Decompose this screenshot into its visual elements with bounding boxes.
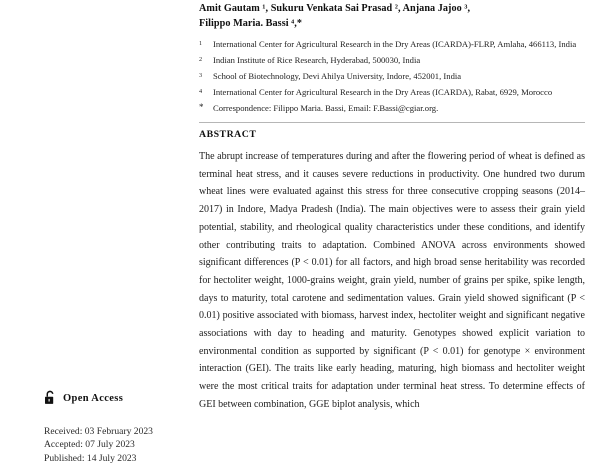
affiliation-text: International Center for Agricultural Research in the Dry Areas (ICARDA)-FLRP, Amlaha, 466113, India: [213, 39, 577, 50]
affiliation-item: [199, 54, 585, 66]
correspondence-text[interactable]: Correspondence: Filippo Maria. Bassi, Email: F.Bassi@cgiar.org.: [213, 102, 439, 113]
date-published: Published: 14 July 2023: [44, 452, 137, 464]
open-padlock-icon: [44, 391, 56, 405]
article-content: [199, 0, 585, 414]
date-received: Received: 03 February 2023: [44, 426, 153, 437]
affiliation-list: [199, 38, 585, 114]
author-line-2: Filippo Maria. Bassi ⁴,*: [199, 18, 303, 30]
sidebar-bottom-block: [44, 391, 194, 465]
open-access-badge: [44, 391, 194, 405]
affiliation-text: Indian Institute of Rice Research, Hyderabad, 500030, India: [213, 55, 421, 66]
author-line-1: Amit Gautam ¹, Sukuru Venkata Sai Prasad ², Anjana Jajoo ³,: [199, 3, 471, 14]
publication-dates: [44, 425, 194, 465]
date-accepted: Accepted: 07 July 2023: [44, 439, 135, 451]
affiliation-item: [199, 70, 585, 82]
abstract-heading: ABSTRACT: [199, 129, 257, 140]
abstract-divider: [199, 122, 585, 123]
affiliation-marker: 4: [199, 87, 203, 95]
author-list: [199, 0, 585, 31]
affiliation-text: International Center for Agricultural Research in the Dry Areas (ICARDA), Rabat, 6929, Morocco: [213, 86, 553, 97]
correspondence-marker: *: [199, 101, 204, 112]
affiliation-item: [199, 86, 585, 98]
sidebar: [0, 0, 190, 464]
affiliation-marker: 3: [199, 72, 203, 79]
abstract-body: The abrupt increase of temperatures during and after the flowering period of wheat is defined as terminal heat stress, and it causes severe reductions in productivity. One hundred two durum wheat lines were evaluated against this stress for three consecutive cropping seasons (2014–2017) in Indore, Madya Pradesh (India). The main objectives were to assess their grain yield potential, stability, and rheological quality characteristics under these conditions, and identify other contributing traits to adaptation. Combined ANOVA across environments showed significant differences (P < 0.01) for all factors, and high broad sense heritability was recorded for hectoliter weight, 1000-grains weight, grain yield, number of grains per spike, spike length, days to maturity, total carotene and sedimentation values. Grain yield showed significant (P < 0.01) positive associated with biomass, harvest index, hectoliter weight and significant negative associations with day to heading and maturity. Genotypes showed explicit variation to environmental condition as supported by significant (P < 0.01) for genotype × environment interaction (GEI). The traits like early heading, maturing, high biomass and hectoliter weight were the most critical traits for adaptation under terminal heat stress. To determine effects of GEI between combination, GGE biplot analysis, which: [199, 151, 585, 410]
correspondence-item: [199, 102, 585, 114]
affiliation-marker: 1: [199, 40, 203, 48]
affiliation-marker: 2: [199, 56, 203, 64]
open-access-label: Open Access: [63, 392, 124, 404]
affiliation-item: [199, 38, 585, 50]
affiliation-text: School of Biotechnology, Devi Ahilya University, Indore, 452001, India: [213, 71, 462, 81]
